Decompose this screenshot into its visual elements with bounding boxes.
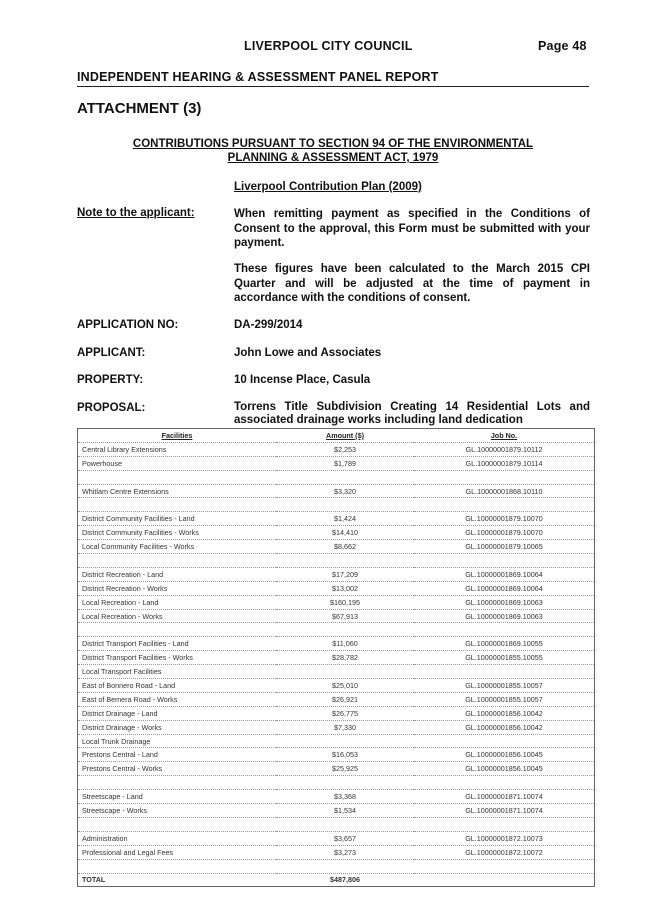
job-no-cell: GL.10000001856.10042: [414, 706, 595, 720]
table-row: [78, 567, 595, 581]
council-name: LIVERPOOL CITY COUNCIL: [244, 39, 413, 53]
amount-cell: $8,662: [276, 540, 414, 554]
facility-cell: East of Bemera Road - Works: [78, 692, 277, 706]
facility-cell: Streetscape - Works: [78, 804, 277, 818]
facility-cell: Streetscape - Land: [78, 790, 277, 804]
table-row: [78, 665, 595, 679]
amount-cell: $3,320: [276, 484, 414, 498]
job-no-cell: GL.10000001856.10042: [414, 720, 595, 734]
job-no-cell: [414, 623, 595, 637]
amount-cell: $26,775: [276, 706, 414, 720]
page-number: Page 48: [538, 39, 587, 53]
job-no-cell: GL.10000001856.10045: [414, 762, 595, 776]
amount-cell: [276, 665, 414, 679]
table-row: [78, 623, 595, 637]
facility-cell: Local Transport Facilities: [78, 665, 277, 679]
contributions-table: [77, 428, 595, 887]
job-no-cell: [414, 734, 595, 748]
facility-cell: East of Bonnero Road - Land: [78, 679, 277, 693]
facility-cell: [78, 498, 277, 512]
table-row: [78, 512, 595, 526]
col-job-no: Job No.: [414, 429, 595, 443]
amount-cell: $14,410: [276, 526, 414, 540]
amount-cell: $17,209: [276, 567, 414, 581]
job-no-cell: [414, 498, 595, 512]
amount-cell: $7,330: [276, 720, 414, 734]
table-row: [78, 456, 595, 470]
table-row: [78, 554, 595, 568]
table-row: [78, 762, 595, 776]
amount-cell: [276, 734, 414, 748]
amount-cell: [276, 859, 414, 873]
job-no-cell: [414, 554, 595, 568]
table-row: [78, 526, 595, 540]
job-no-cell: GL.10000001871.10074: [414, 804, 595, 818]
facility-cell: Local Recreation - Works: [78, 609, 277, 623]
note-text: When remitting payment as specified in the Conditions of Consent to the approval, this Form must be submitted with your payment.: [234, 208, 590, 249]
job-no-cell: GL.10000001879.10070: [414, 526, 595, 540]
facility-cell: Central Library Extensions: [78, 442, 277, 456]
table-row: [78, 845, 595, 859]
facility-cell: District Recreation - Works: [78, 581, 277, 595]
table-row: [78, 595, 595, 609]
amount-cell: $26,921: [276, 692, 414, 706]
header-rule: [77, 86, 589, 87]
col-facilities: Facilities: [78, 429, 277, 443]
total-row: [78, 873, 595, 887]
table-row: [78, 637, 595, 651]
facility-cell: Local Community Facilities - Works: [78, 540, 277, 554]
job-no-cell: [414, 817, 595, 831]
table-row: [78, 651, 595, 665]
table-row: [78, 790, 595, 804]
amount-cell: $3,657: [276, 831, 414, 845]
amount-cell: $25,010: [276, 679, 414, 693]
facility-cell: Prestons Central - Land: [78, 748, 277, 762]
proposal-label: PROPOSAL:: [77, 402, 146, 414]
attachment-heading: ATTACHMENT (3): [77, 100, 202, 117]
amount-cell: [276, 554, 414, 568]
facility-cell: District Community Facilities - Land: [78, 512, 277, 526]
amount-cell: $11,060: [276, 637, 414, 651]
facility-cell: Whitlam Centre Extensions: [78, 484, 277, 498]
amount-cell: $3,273: [276, 845, 414, 859]
note-label: Note to the applicant:: [77, 207, 195, 219]
table-row: [78, 498, 595, 512]
amount-cell: [276, 623, 414, 637]
amount-cell: $13,002: [276, 581, 414, 595]
amount-cell: $3,368: [276, 790, 414, 804]
property-label: PROPERTY:: [77, 374, 144, 386]
facility-cell: [78, 817, 277, 831]
table-row: [78, 609, 595, 623]
table-row: [78, 692, 595, 706]
job-no-cell: GL.10000001879.10112: [414, 442, 595, 456]
facility-cell: District Community Facilities - Works: [78, 526, 277, 540]
table-row: [78, 540, 595, 554]
table-row: [78, 720, 595, 734]
facility-cell: Prestons Central - Works: [78, 762, 277, 776]
job-no-cell: GL.10000001855.10057: [414, 679, 595, 693]
applicant-value: John Lowe and Associates: [234, 347, 382, 359]
table-row: [78, 734, 595, 748]
job-no-cell: [414, 470, 595, 484]
facility-cell: Powerhouse: [78, 456, 277, 470]
table-row: [78, 817, 595, 831]
facility-cell: [78, 859, 277, 873]
report-title: INDEPENDENT HEARING & ASSESSMENT PANEL REPORT: [77, 70, 439, 84]
table-row: [78, 804, 595, 818]
table-row: [78, 679, 595, 693]
job-no-cell: GL.10000001868.10110: [414, 484, 595, 498]
job-no-cell: GL.10000001869.10063: [414, 595, 595, 609]
table-row: [78, 581, 595, 595]
facility-cell: Administration: [78, 831, 277, 845]
job-no-cell: GL.10000001869.10064: [414, 567, 595, 581]
amount-cell: [276, 498, 414, 512]
contributions-title-line1: CONTRIBUTIONS PURSUANT TO SECTION 94 OF THE ENVIRONMENTAL: [132, 138, 534, 150]
table-row: [78, 748, 595, 762]
table-row: [78, 859, 595, 873]
facility-cell: Professional and Legal Fees: [78, 845, 277, 859]
amount-cell: $16,053: [276, 748, 414, 762]
job-no-cell: GL.10000001879.10065: [414, 540, 595, 554]
applicant-label: APPLICANT:: [77, 347, 146, 359]
amount-cell: $1,424: [276, 512, 414, 526]
job-no-cell: [414, 776, 595, 790]
table-row: [78, 776, 595, 790]
table-row: [78, 831, 595, 845]
facility-cell: District Drainage - Land: [78, 706, 277, 720]
facility-cell: District Recreation - Land: [78, 567, 277, 581]
job-no-cell: [414, 665, 595, 679]
job-no-cell: GL.10000001872.10073: [414, 831, 595, 845]
facility-cell: District Drainage - Works: [78, 720, 277, 734]
table-header-row: [78, 429, 595, 443]
amount-cell: $2,253: [276, 442, 414, 456]
amount-cell: $160,195: [276, 595, 414, 609]
property-value: 10 Incense Place, Casula: [234, 374, 371, 386]
amount-cell: $28,782: [276, 651, 414, 665]
total-label: TOTAL: [82, 875, 106, 885]
table-row: [78, 484, 595, 498]
total-job-no: [414, 873, 595, 887]
amount-cell: [276, 776, 414, 790]
amount-cell: [276, 470, 414, 484]
job-no-cell: GL.10000001869.10055: [414, 637, 595, 651]
job-no-cell: GL.10000001856.10045: [414, 748, 595, 762]
cpi-note: These figures have been calculated to the March 2015 CPI Quarter and will be adjusted at the time of payment in accordance with the conditions of consent.: [234, 263, 590, 304]
table-row: [78, 470, 595, 484]
amount-cell: $67,913: [276, 609, 414, 623]
job-no-cell: GL.10000001871.10074: [414, 790, 595, 804]
plan-title: Liverpool Contribution Plan (2009): [234, 181, 422, 193]
table-row: [78, 442, 595, 456]
facility-cell: [78, 554, 277, 568]
amount-cell: $1,789: [276, 456, 414, 470]
table-row: [78, 706, 595, 720]
job-no-cell: GL.10000001855.10055: [414, 651, 595, 665]
application-no-value: DA-299/2014: [234, 319, 303, 331]
facility-cell: District Transport Facilities - Works: [78, 651, 277, 665]
amount-cell: [276, 817, 414, 831]
total-amount: $487,806: [330, 875, 360, 885]
facility-cell: Local Recreation - Land: [78, 595, 277, 609]
job-no-cell: GL.10000001869.10063: [414, 609, 595, 623]
amount-cell: $1,534: [276, 804, 414, 818]
job-no-cell: GL.10000001869.10064: [414, 581, 595, 595]
facility-cell: [78, 776, 277, 790]
contributions-title-line2: PLANNING & ASSESSMENT ACT, 1979: [227, 152, 439, 164]
job-no-cell: GL.10000001879.10070: [414, 512, 595, 526]
facility-cell: [78, 623, 277, 637]
facility-cell: District Transport Facilities - Land: [78, 637, 277, 651]
col-amount: Amount ($): [276, 429, 414, 443]
job-no-cell: GL.10000001879.10114: [414, 456, 595, 470]
job-no-cell: GL.10000001855.10057: [414, 692, 595, 706]
job-no-cell: GL.10000001872.10072: [414, 845, 595, 859]
facility-cell: Local Trunk Drainage: [78, 734, 277, 748]
amount-cell: $25,925: [276, 762, 414, 776]
facility-cell: [78, 470, 277, 484]
application-no-label: APPLICATION NO:: [77, 319, 179, 331]
proposal-value: Torrens Title Subdivision Creating 14 Residential Lots and associated drainage works including land dedication: [234, 401, 590, 426]
job-no-cell: [414, 859, 595, 873]
